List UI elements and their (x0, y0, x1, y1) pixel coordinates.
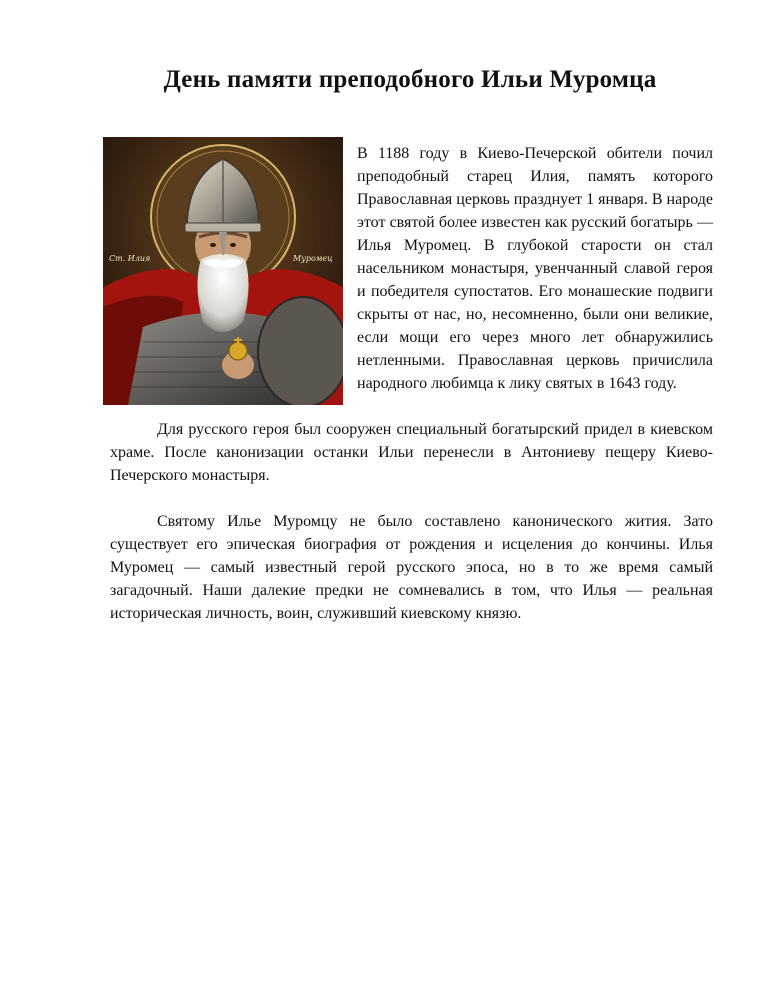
icon-caption-left: Ст. Илия (109, 254, 151, 263)
page-title: День памяти преподобного Ильи Муромца (163, 66, 657, 93)
paragraph-2: Для русского героя был сооружен специальный богатырский придел в киевском храме. После канонизации останки Ильи перенесли в Антониеву пещеру Киево-Печерского монастыря. (110, 421, 713, 484)
article-body (110, 142, 713, 625)
icon-caption-right: Муромец (293, 254, 333, 263)
paragraph-3: Святому Илье Муромцу не было составлено канонического жития. Зато существует его эпическая биография от рождения и исцеления до кончины. Илья Муромец — самый известный герой русского эпоса, но в то же время самый загадочный. Наши далекие предки не сомневались в том, что Илья — реальная историческая личность, воин, служивший киевскому князю. (110, 513, 713, 622)
image-float-spacer (110, 142, 357, 408)
paragraph-1: В 1188 году в Киево-Печерской обители почил преподобный старец Илия, память которого Православная церковь празднует 1 января. В народе этот святой более известен как русский богатырь — Илья Муромец. В глубокой старости он стал насельником монастыря, увенчанный славой героя и победителя супостатов. Его монашеские подвиги скрыты от нас, но, несомненно, были они великие, если мощи его через много лет обнаружились нетленными. Православная церковь причислила народного любимца к лику святых в 1643 году. (357, 145, 713, 392)
